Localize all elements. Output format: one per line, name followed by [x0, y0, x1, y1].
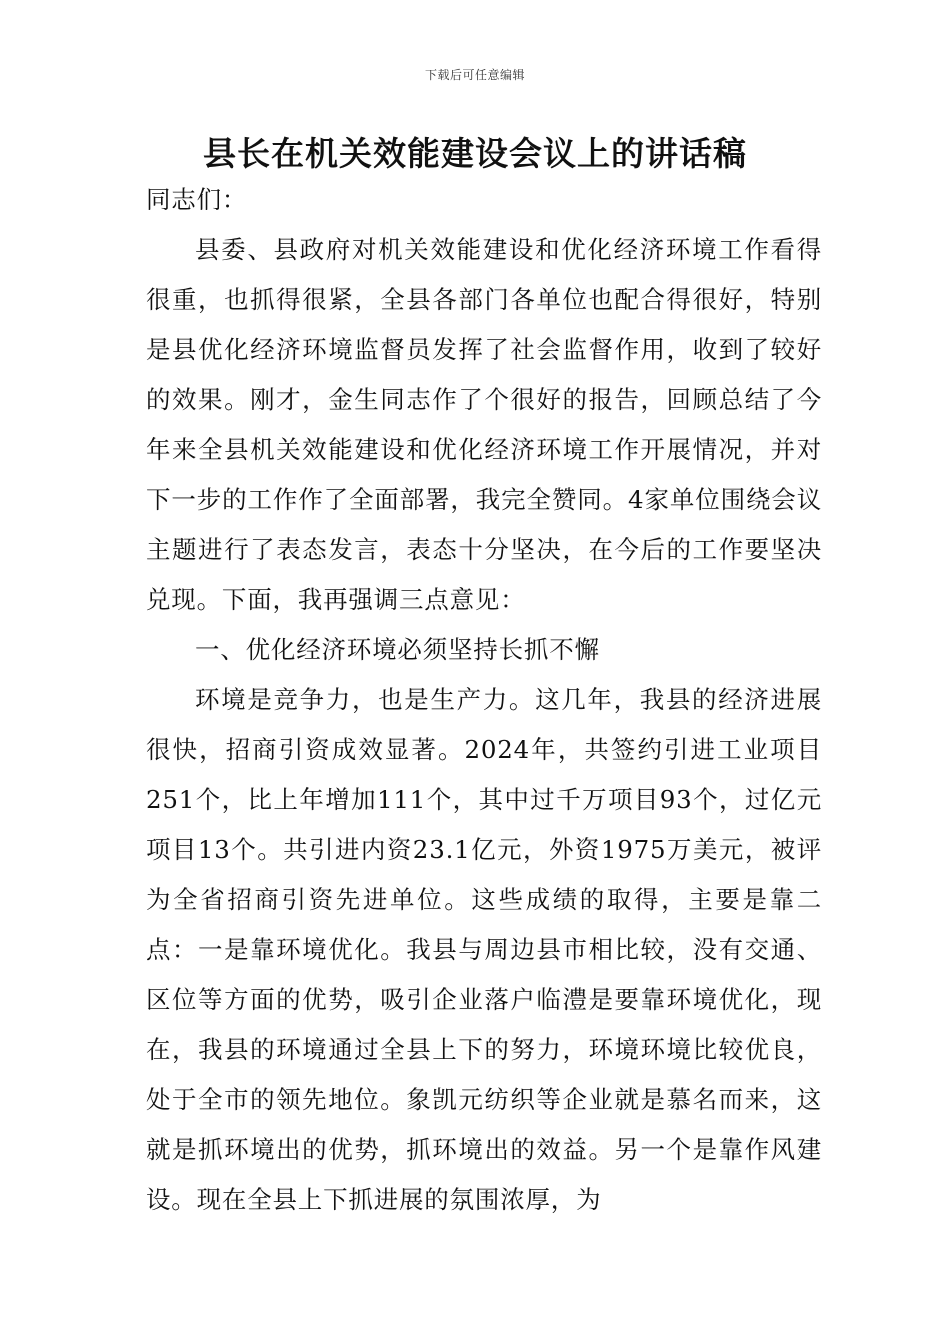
paragraph-environment: 环境是竞争力，也是生产力。这几年，我县的经济进展很快，招商引资成效显著。2024年，共签约引进工业项目251个，比上年增加111个，其中过千万项目93个，过亿元项目13个。共引进内资23.1亿元，外资1975万美元，被评为全省招商引资先进单位。这些成绩的取得，主要是靠二点：一是靠环境优化。我县与周边县市相比较，没有交通、区位等方面的优势，吸引企业落户临澧是要靠环境优化，现在，我县的环境通过全县上下的努力，环境环境比较优良，处于全市的领先地位。象凯元纺织等企业就是慕名而来，这就是抓环境出的优势，抓环境出的效益。另一个是靠作风建设。现在全县上下抓进展的氛围浓厚，为	[146, 685, 822, 1214]
document-title: 县长在机关效能建设会议上的讲话稿	[203, 134, 747, 173]
section-heading-1: 一、优化经济环境必须坚持长抓不懈	[195, 635, 600, 664]
header-note: 下载后可任意编辑	[424, 68, 525, 82]
paragraph-opening: 县委、县政府对机关效能建设和优化经济环境工作看得很重，也抓得很紧，全县各部门各单位也配合得很好，特别是县优化经济环境监督员发挥了社会监督作用，收到了较好的效果。刚才，金生同志作了个很好的报告，回顾总结了今年来全县机关效能建设和优化经济环境工作开展情况，并对下一步的工作作了全面部署，我完全赞同。4家单位围绕会议主题进行了表态发言，表态十分坚决，在今后的工作要坚决兑现。下面，我再强调三点意见：	[146, 235, 822, 614]
document-body	[146, 175, 822, 1225]
salutation: 同志们：	[146, 185, 248, 214]
